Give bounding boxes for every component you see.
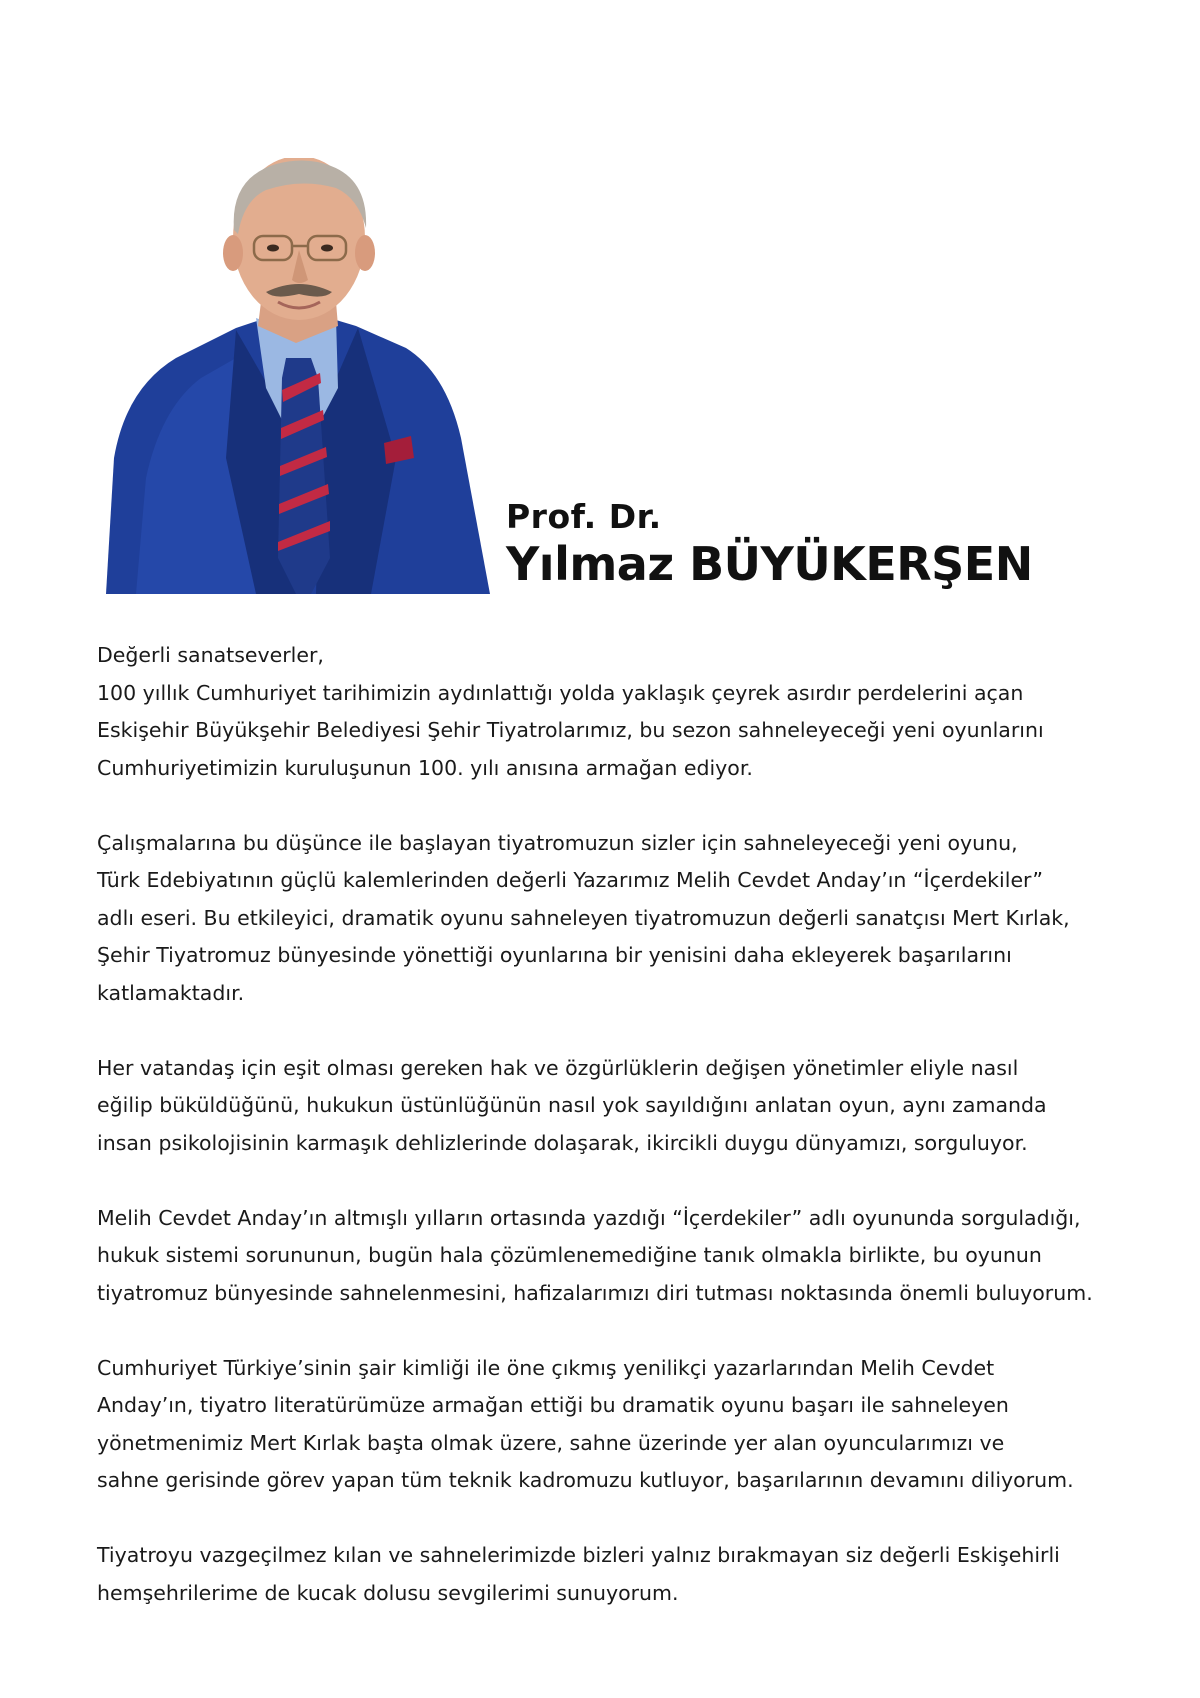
letter-body (97, 637, 1107, 1650)
portrait-photo (106, 158, 490, 594)
paragraph-line: Anday’ın, tiyatro literatürümüze armağan ettiği bu dramatik oyunu başarı ile sahneleyen (97, 1393, 1009, 1417)
paragraph-line: katlamaktadır. (97, 980, 245, 1005)
salutation-text: Değerli sanatseverler, (97, 643, 324, 667)
paragraph-line: sahne gerisinde görev yapan tüm teknik kadromuzu kutluyor, başarılarının devamını diliyorum. (97, 1468, 1074, 1492)
paragraph-line: yönetmenimiz Mert Kırlak başta olmak üzere, sahne üzerinde yer alan oyuncularımızı ve (97, 1430, 1005, 1455)
paragraph-line: Şehir Tiyatromuz bünyesinde yönettiği oyunlarına bir yenisini daha ekleyerek başarılarını (97, 943, 1012, 967)
paragraph-5 (97, 1350, 1107, 1500)
paragraph-line: hemşehrilerime de kucak dolusu sevgilerimi sunuyorum. (97, 1580, 679, 1605)
paragraph-line: Tiyatroyu vazgeçilmez kılan ve sahnelerimizde bizleri yalnız bırakmayan siz değerli Eskişehirli (97, 1543, 1060, 1567)
paragraph-line: Her vatandaş için eşit olması gereken hak ve özgürlüklerin değişen yönetimler eliyle nasıl (97, 1055, 1019, 1080)
paragraph-line: 100 yıllık Cumhuriyet tarihimizin aydınlattığı yolda yaklaşık çeyrek asırdır perdelerini açan (97, 680, 1024, 705)
paragraph-2 (97, 825, 1107, 1013)
paragraph-line: Eskişehir Büyükşehir Belediyesi Şehir Tiyatrolarımız, bu sezon sahneleyeceği yeni oyunlarını (97, 718, 1044, 742)
paragraph-line: Cumhuriyetimizin kuruluşunun 100. yılı anısına armağan ediyor. (97, 755, 753, 780)
paragraph-line: adlı eseri. Bu etkileyici, dramatik oyunu sahneleyen tiyatromuzun değerli sanatçısı Mert Kırlak, (97, 905, 1070, 930)
academic-title: Prof. Dr. (506, 497, 662, 536)
paragraph-4 (97, 1200, 1107, 1313)
paragraph-1 (97, 675, 1107, 788)
paragraph-line: Melih Cevdet Anday’ın altmışlı yılların ortasında yazdığı “İçerdekiler” adlı oyununda sorguladığı, (97, 1205, 1081, 1230)
paragraph-line: Türk Edebiyatının güçlü kalemlerinden değerli Yazarımız Melih Cevdet Anday’ın “İçerdekiler” (97, 868, 1043, 892)
paragraph-line: tiyatromuz bünyesinde sahnelenmesini, hafizalarımızı diri tutması noktasında önemli buluyorum. (97, 1280, 1093, 1305)
author-name: Yılmaz BÜYÜKERŞEN (506, 537, 1033, 591)
paragraph-line: Çalışmalarına bu düşünce ile başlayan tiyatromuzun sizler için sahneleyeceği yeni oyunu, (97, 830, 1018, 855)
paragraph-6 (97, 1537, 1107, 1612)
person-portrait-icon (106, 158, 490, 594)
paragraph-line: insan psikolojisinin karmaşık dehlizlerinde dolaşarak, ikircikli duygu dünyamızı, sorguluyor. (97, 1130, 1028, 1155)
paragraph-3 (97, 1050, 1107, 1163)
paragraph-line: eğilip büküldüğünü, hukukun üstünlüğünün nasıl yok sayıldığını anlatan oyun, aynı zamanda (97, 1093, 1047, 1117)
name-block (506, 497, 1033, 591)
paragraph-line: Cumhuriyet Türkiye’sinin şair kimliği ile öne çıkmış yenilikçi yazarlarından Melih Cevdet (97, 1355, 995, 1380)
paragraph-line: hukuk sistemi sorununun, bugün hala çözümlenemediğine tanık olmakla birlikte, bu oyunun (97, 1243, 1042, 1267)
salutation (97, 637, 1107, 675)
